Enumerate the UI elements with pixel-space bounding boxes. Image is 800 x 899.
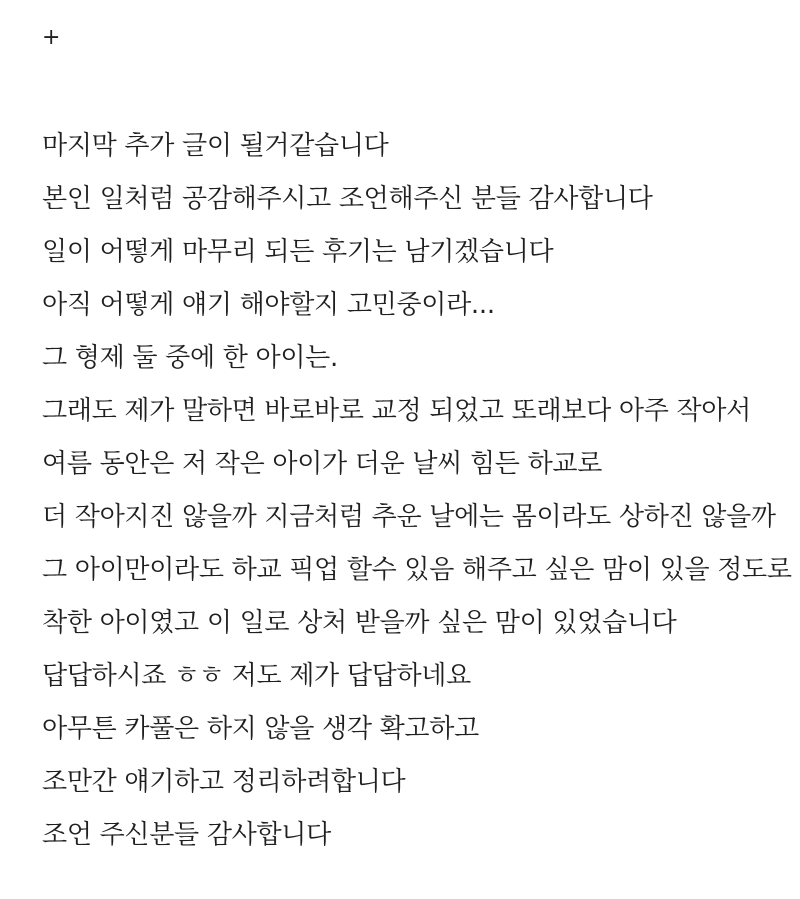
text-line: 일이 어떻게 마무리 되든 후기는 남기겠습니다 [42,237,554,267]
text-line: 그 아이만이라도 하교 픽업 할수 있음 해주고 싶은 맘이 있을 정도로 [42,555,792,585]
text-line: 그 형제 둘 중에 한 아이는. [42,343,338,373]
text-line: 본인 일처럼 공감해주시고 조언해주신 분들 감사합니다 [42,184,653,214]
text-line: 아직 어떻게 얘기 해야할지 고민중이라... [42,290,495,320]
text-line: 조언 주신분들 감사합니다 [42,820,331,850]
text-line: 여름 동안은 저 작은 아이가 더운 날씨 힘든 하교로 [42,449,603,479]
plus-marker: + [42,25,61,50]
post-body [42,128,792,870]
text-line: 마지막 추가 글이 될거같습니다 [42,131,389,161]
text-line: 착한 아이였고 이 일로 상처 받을까 싶은 맘이 있었습니다 [42,608,677,638]
text-line: 그래도 제가 말하면 바로바로 교정 되었고 또래보다 아주 작아서 [42,396,751,426]
text-line: 답답하시죠 ㅎㅎ 저도 제가 답답하네요 [42,661,471,691]
text-line: 조만간 얘기하고 정리하려합니다 [42,767,406,797]
text-line: 더 작아지진 않을까 지금처럼 추운 날에는 몸이라도 상하진 않을까 [42,502,776,532]
text-line: 아무튼 카풀은 하지 않을 생각 확고하고 [42,714,479,744]
